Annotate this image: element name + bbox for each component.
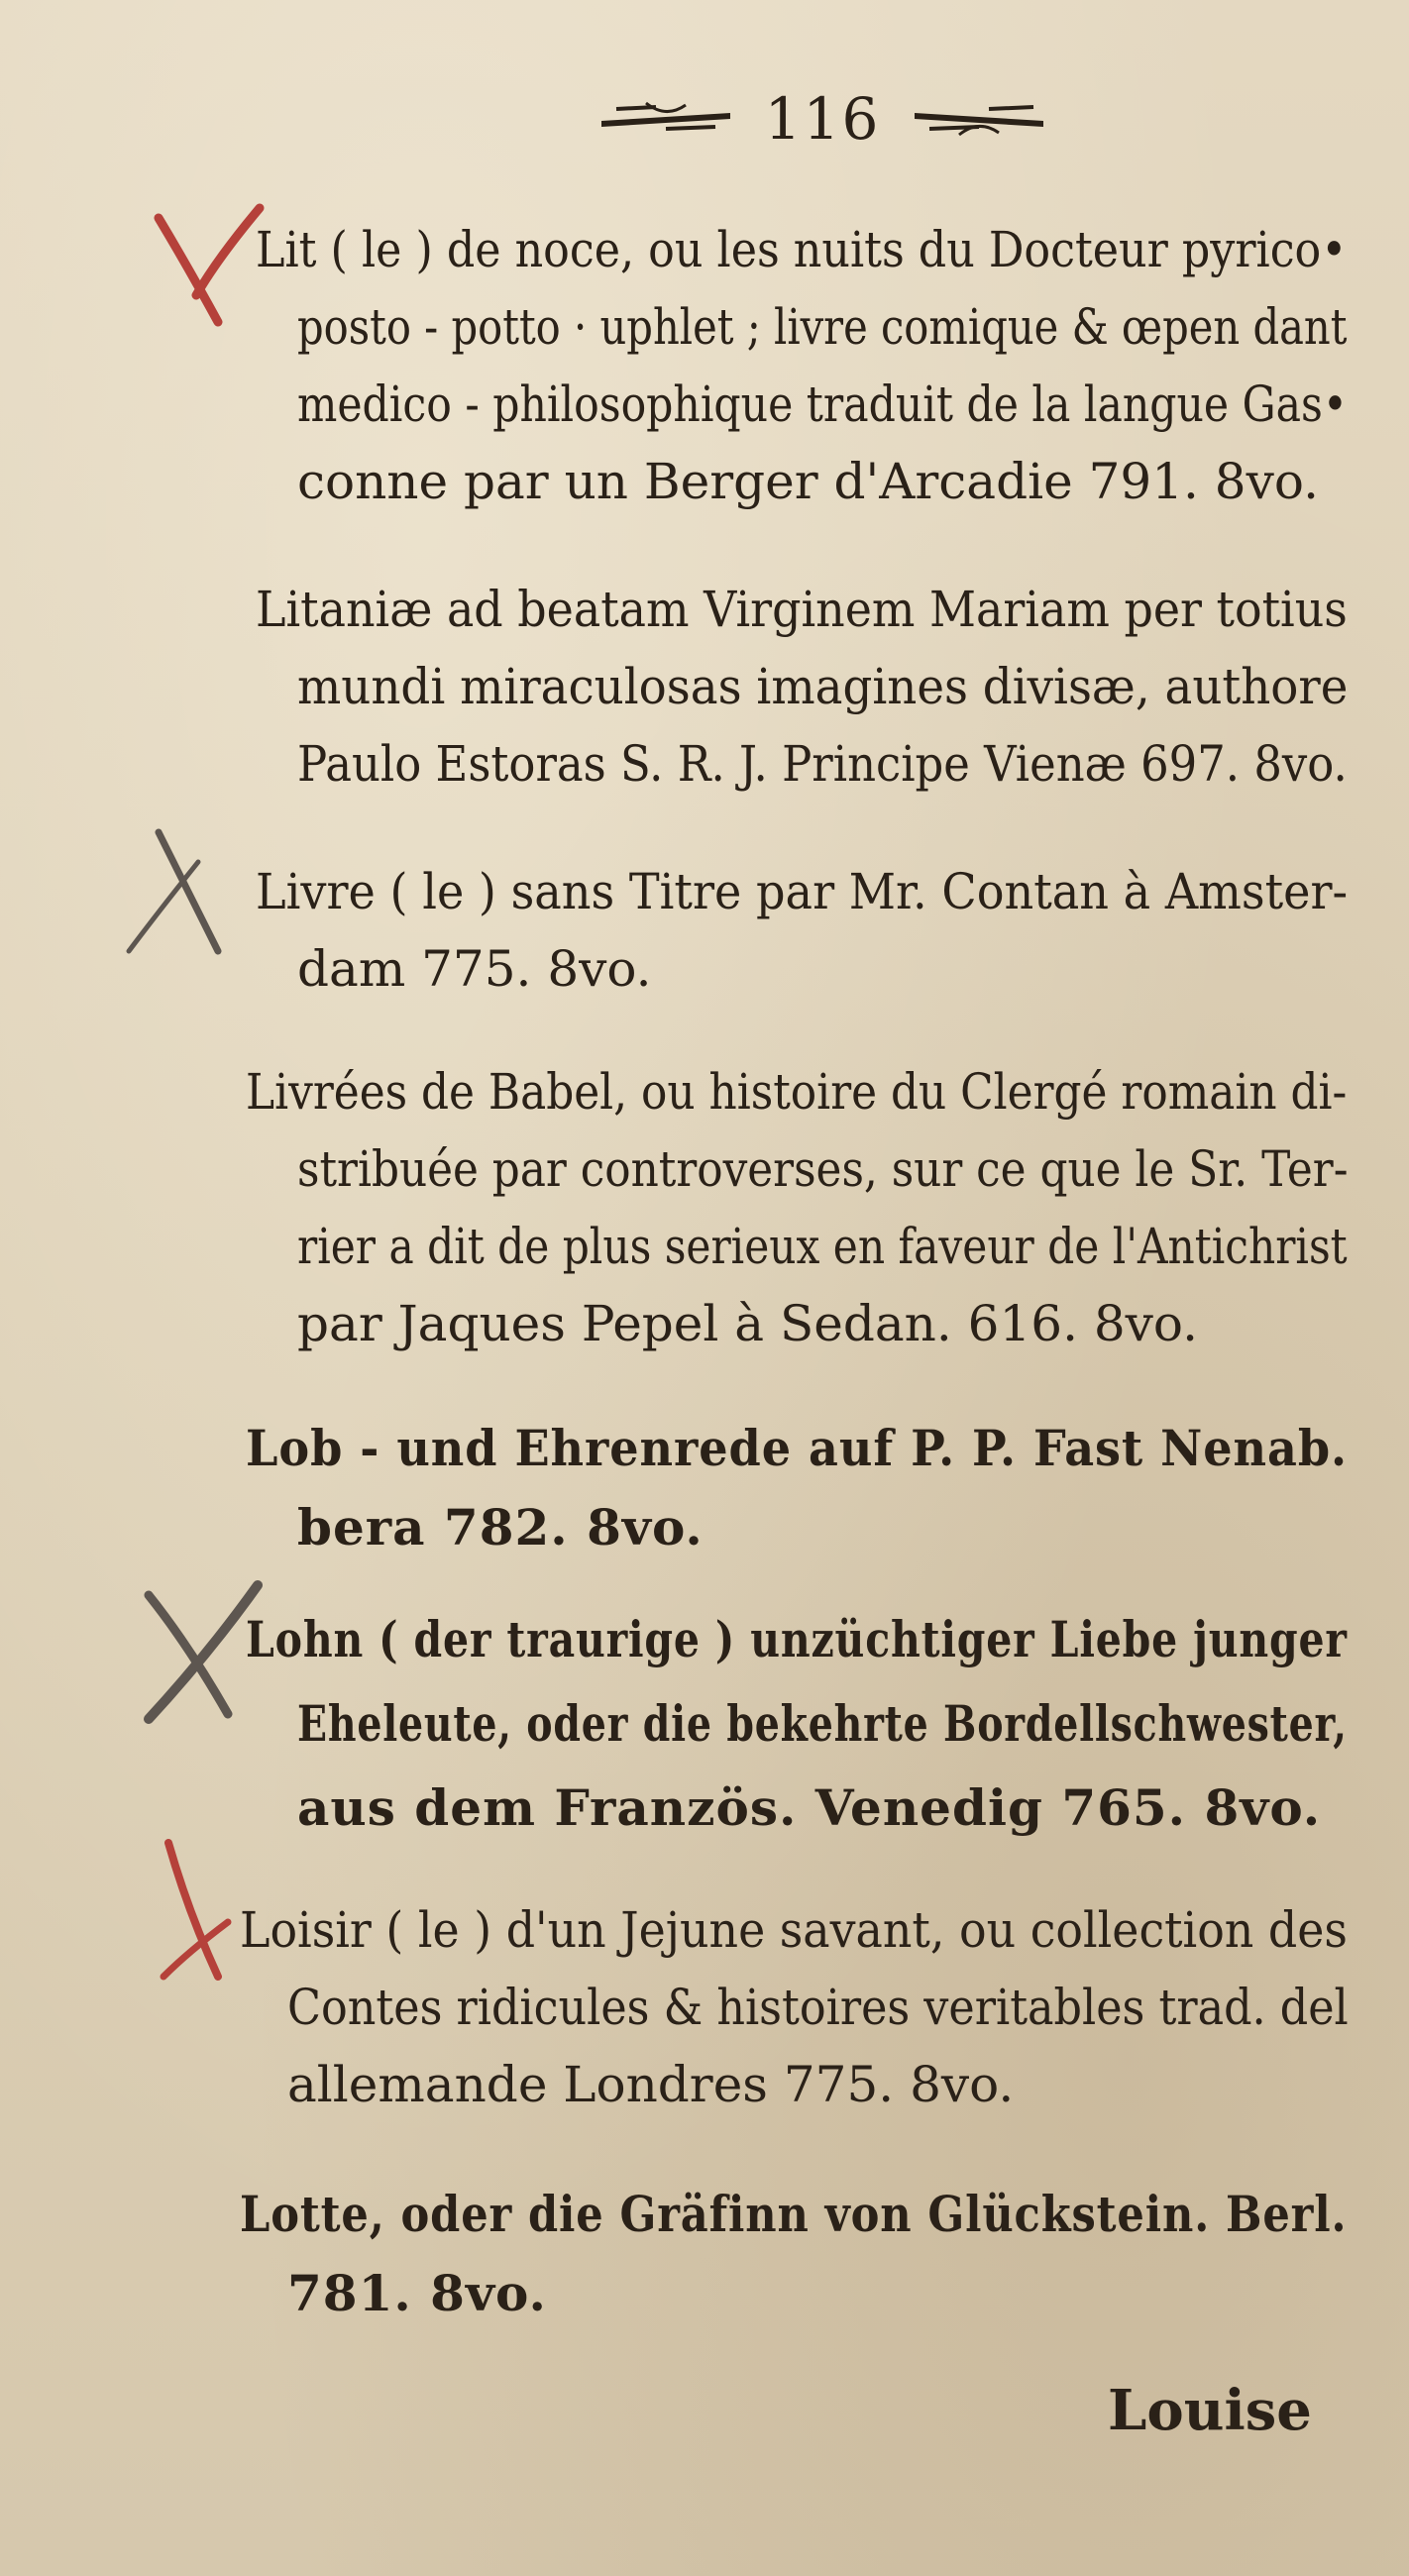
entry-text-line: Livrées de Babel, ou histoire du Clergé romain di- bbox=[246, 1063, 1348, 1121]
catchword: Louise bbox=[1108, 2378, 1312, 2443]
red-x-mark-icon bbox=[149, 1833, 238, 1982]
entry-text-line: Lohn ( der traurige ) unzüchtiger Liebe junger bbox=[246, 1610, 1348, 1668]
red-x-mark-icon bbox=[149, 198, 268, 327]
entry-text-line: Litaniæ ad beatam Virginem Mariam per totius bbox=[256, 581, 1348, 638]
entry-text-line: aus dem Französ. Venedig 765. 8vo. bbox=[297, 1778, 1322, 1837]
page-number: 116 bbox=[764, 85, 881, 153]
left-ornament-icon bbox=[596, 99, 735, 139]
page-header bbox=[595, 79, 1050, 159]
entry-text-line: stribuée par controverses, sur ce que le Sr. Ter- bbox=[297, 1140, 1349, 1198]
entry-text-line: medico - philosophique traduit de la langue Gas• bbox=[297, 376, 1348, 433]
entry-text-line: mundi miraculosas imagines divisæ, authore bbox=[297, 658, 1349, 715]
entry-text-line: Livre ( le ) sans Titre par Mr. Contan à Amster- bbox=[256, 863, 1349, 920]
right-ornament-icon bbox=[910, 99, 1048, 139]
entry-text-line: Lob - und Ehrenrede auf P. P. Fast Nenab. bbox=[246, 1419, 1349, 1477]
entry-text-line: allemande Londres 775. 8vo. bbox=[287, 2056, 1015, 2113]
entry-text-line: Lotte, oder die Gräfinn von Glückstein. Berl. bbox=[240, 2185, 1348, 2243]
gray-x-mark-icon bbox=[119, 822, 228, 961]
entry-text-line: Paulo Estoras S. R. J. Principe Vienæ 697. 8vo. bbox=[297, 735, 1348, 793]
entry-text-line: rier a dit de plus serieux en faveur de l'Antichrist bbox=[297, 1218, 1348, 1275]
entry-text-line: par Jaques Pepel à Sedan. 616. 8vo. bbox=[297, 1295, 1199, 1352]
entry-text-line: Lit ( le ) de noce, ou les nuits du Docteur pyrico• bbox=[256, 221, 1348, 278]
entry-text-line: Loisir ( le ) d'un Jejune savant, ou collection des bbox=[240, 1901, 1348, 1959]
entry-text-line: conne par un Berger d'Arcadie 791. 8vo. bbox=[297, 453, 1319, 510]
entry-text-line: bera 782. 8vo. bbox=[297, 1498, 704, 1556]
entry-text-line: dam 775. 8vo. bbox=[297, 940, 652, 998]
entry-text-line: 781. 8vo. bbox=[287, 2264, 547, 2322]
entry-text-line: Contes ridicules & histoires veritables trad. del bbox=[287, 1979, 1349, 2036]
entry-text-line: posto - potto · uphlet ; livre comique & œpen dant bbox=[297, 298, 1348, 356]
entry-text-line: Eheleute, oder die bekehrte Bordellschwester, bbox=[297, 1694, 1348, 1753]
